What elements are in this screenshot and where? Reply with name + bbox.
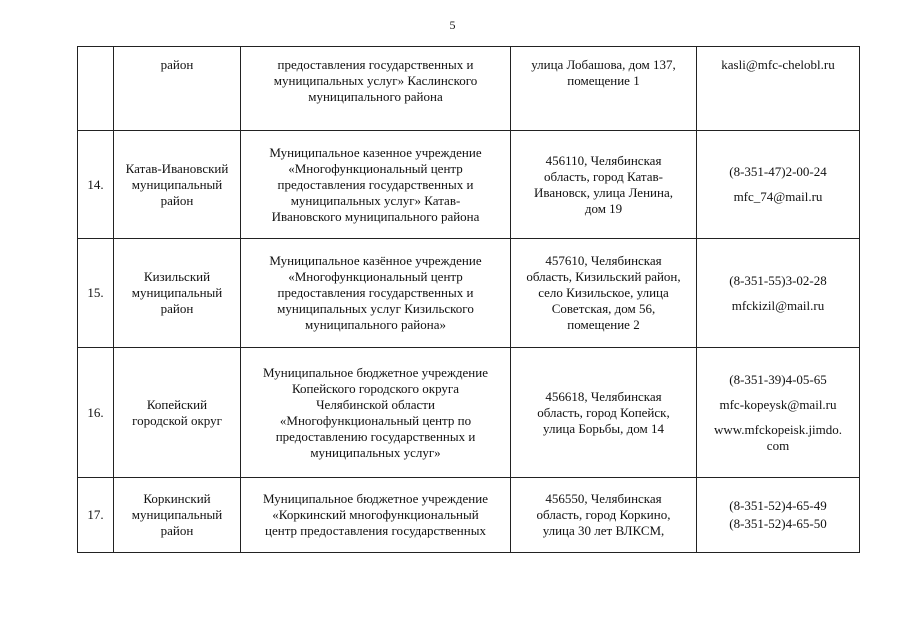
address-line: помещение 2 — [567, 317, 640, 332]
contacts-cell — [697, 131, 860, 239]
phone-text: (8-351-47)2-00-24 — [729, 164, 827, 179]
district-line: Коркинский — [143, 491, 211, 506]
row-number — [78, 47, 114, 131]
phone-text: (8-351-55)3-02-28 — [729, 272, 827, 288]
organization-line: предоставления государственных и — [277, 176, 474, 192]
row-number: 15. — [78, 239, 114, 348]
table-row — [78, 478, 860, 553]
organization-line: Муниципальное бюджетное учреждение — [263, 364, 488, 380]
district-line: городской округ — [132, 412, 222, 428]
page-number: 5 — [449, 18, 456, 32]
organization-line: центр предоставления государственных — [265, 523, 486, 538]
district-line: район — [160, 301, 194, 316]
organization-line: Муниципальное казённое учреждение — [269, 253, 482, 268]
district-line: Кизильский — [143, 269, 211, 284]
organization-cell — [241, 348, 511, 478]
address-cell — [511, 239, 697, 348]
organization-line: предоставлению государственных и — [275, 428, 476, 444]
organization-line: муниципального района» — [305, 317, 446, 332]
district-line: муниципальный — [131, 285, 223, 300]
table-row — [78, 348, 860, 478]
organization-line: «Многофункциональный центр — [288, 269, 463, 284]
email-text: mfckizil@mail.ru — [731, 297, 825, 313]
organization-line: муниципальных услуг» Каслинского — [273, 73, 478, 88]
organization-cell — [241, 131, 511, 239]
address-line: улица 30 лет ВЛКСМ, — [542, 523, 665, 538]
organization-line: муниципального района — [308, 89, 443, 104]
email-text: mfc_74@mail.ru — [733, 189, 823, 204]
contacts-cell — [697, 478, 860, 553]
address-line: улица Лобашова, дом 137, — [531, 57, 676, 72]
district-cell — [114, 47, 241, 131]
address-line: Ивановск, улица Ленина, — [534, 184, 673, 200]
contacts-cell — [697, 348, 860, 478]
address-cell — [511, 478, 697, 553]
website-text: www.mfckopeisk.jimdo. — [713, 421, 843, 437]
address-line: область, город Катав- — [544, 168, 663, 184]
organization-line: предоставления государственных и — [277, 285, 474, 300]
address-line: село Кизильское, улица — [538, 285, 669, 300]
table-row — [78, 47, 860, 131]
address-cell — [511, 47, 697, 131]
address-line: область, Кизильский район, — [526, 269, 681, 284]
organization-line: предоставления государственных и — [277, 57, 474, 72]
organization-line: «Многофункциональный центр — [288, 160, 463, 176]
table-row — [78, 131, 860, 239]
organization-cell — [241, 478, 511, 553]
phone-text: (8-351-52)4-65-49 — [729, 498, 827, 513]
address-line: 457610, Челябинская — [545, 253, 662, 268]
website-text-continued: com — [766, 437, 790, 453]
address-cell — [511, 131, 697, 239]
address-cell — [511, 348, 697, 478]
district-line: район — [160, 57, 194, 72]
district-cell — [114, 348, 241, 478]
address-line: 456618, Челябинская — [545, 388, 662, 404]
contacts-cell — [697, 47, 860, 131]
district-line: Катав-Ивановский — [125, 160, 229, 176]
organization-line: «Коркинский многофункциональный — [272, 507, 479, 522]
organization-line: муниципальных услуг» Катав- — [290, 192, 461, 208]
district-line: муниципальный — [131, 507, 223, 522]
organization-line: Копейского городского округа — [291, 380, 460, 396]
row-number: 14. — [78, 131, 114, 239]
address-line: дом 19 — [584, 200, 623, 216]
table-row — [78, 239, 860, 348]
phone-text: (8-351-39)4-05-65 — [729, 371, 827, 387]
organization-line: «Многофункциональный центр по — [279, 412, 472, 428]
district-line: муниципальный — [131, 176, 223, 192]
organization-line: Муниципальное казенное учреждение — [269, 144, 482, 160]
row-number: 17. — [78, 478, 114, 553]
address-line: область, город Коркино, — [536, 507, 671, 522]
row-number: 16. — [78, 348, 114, 478]
district-cell — [114, 131, 241, 239]
address-line: Советская, дом 56, — [551, 301, 656, 316]
address-line: 456550, Челябинская — [545, 491, 662, 506]
email-text: mfc-kopeysk@mail.ru — [719, 396, 837, 412]
phone-text: (8-351-52)4-65-50 — [729, 516, 827, 531]
organization-line: муниципальных услуг Кизильского — [277, 301, 474, 316]
address-line: помещение 1 — [567, 73, 640, 88]
email-text: kasli@mfc-chelobl.ru — [721, 57, 835, 72]
organization-line: Муниципальное бюджетное учреждение — [263, 491, 488, 506]
district-cell — [114, 478, 241, 553]
district-line: район — [160, 192, 194, 208]
address-line: 456110, Челябинская — [545, 152, 662, 168]
address-line: улица Борьбы, дом 14 — [543, 420, 664, 436]
district-cell — [114, 239, 241, 348]
mfc-table — [77, 46, 860, 553]
organization-line: Ивановского муниципального района — [271, 208, 480, 224]
organization-cell — [241, 239, 511, 348]
organization-line: Челябинской области — [316, 396, 435, 412]
address-line: область, город Копейск, — [537, 404, 670, 420]
organization-line: муниципальных услуг» — [310, 444, 441, 460]
contacts-cell — [697, 239, 860, 348]
district-line: Копейский — [146, 396, 208, 412]
organization-cell — [241, 47, 511, 131]
district-line: район — [160, 523, 194, 538]
